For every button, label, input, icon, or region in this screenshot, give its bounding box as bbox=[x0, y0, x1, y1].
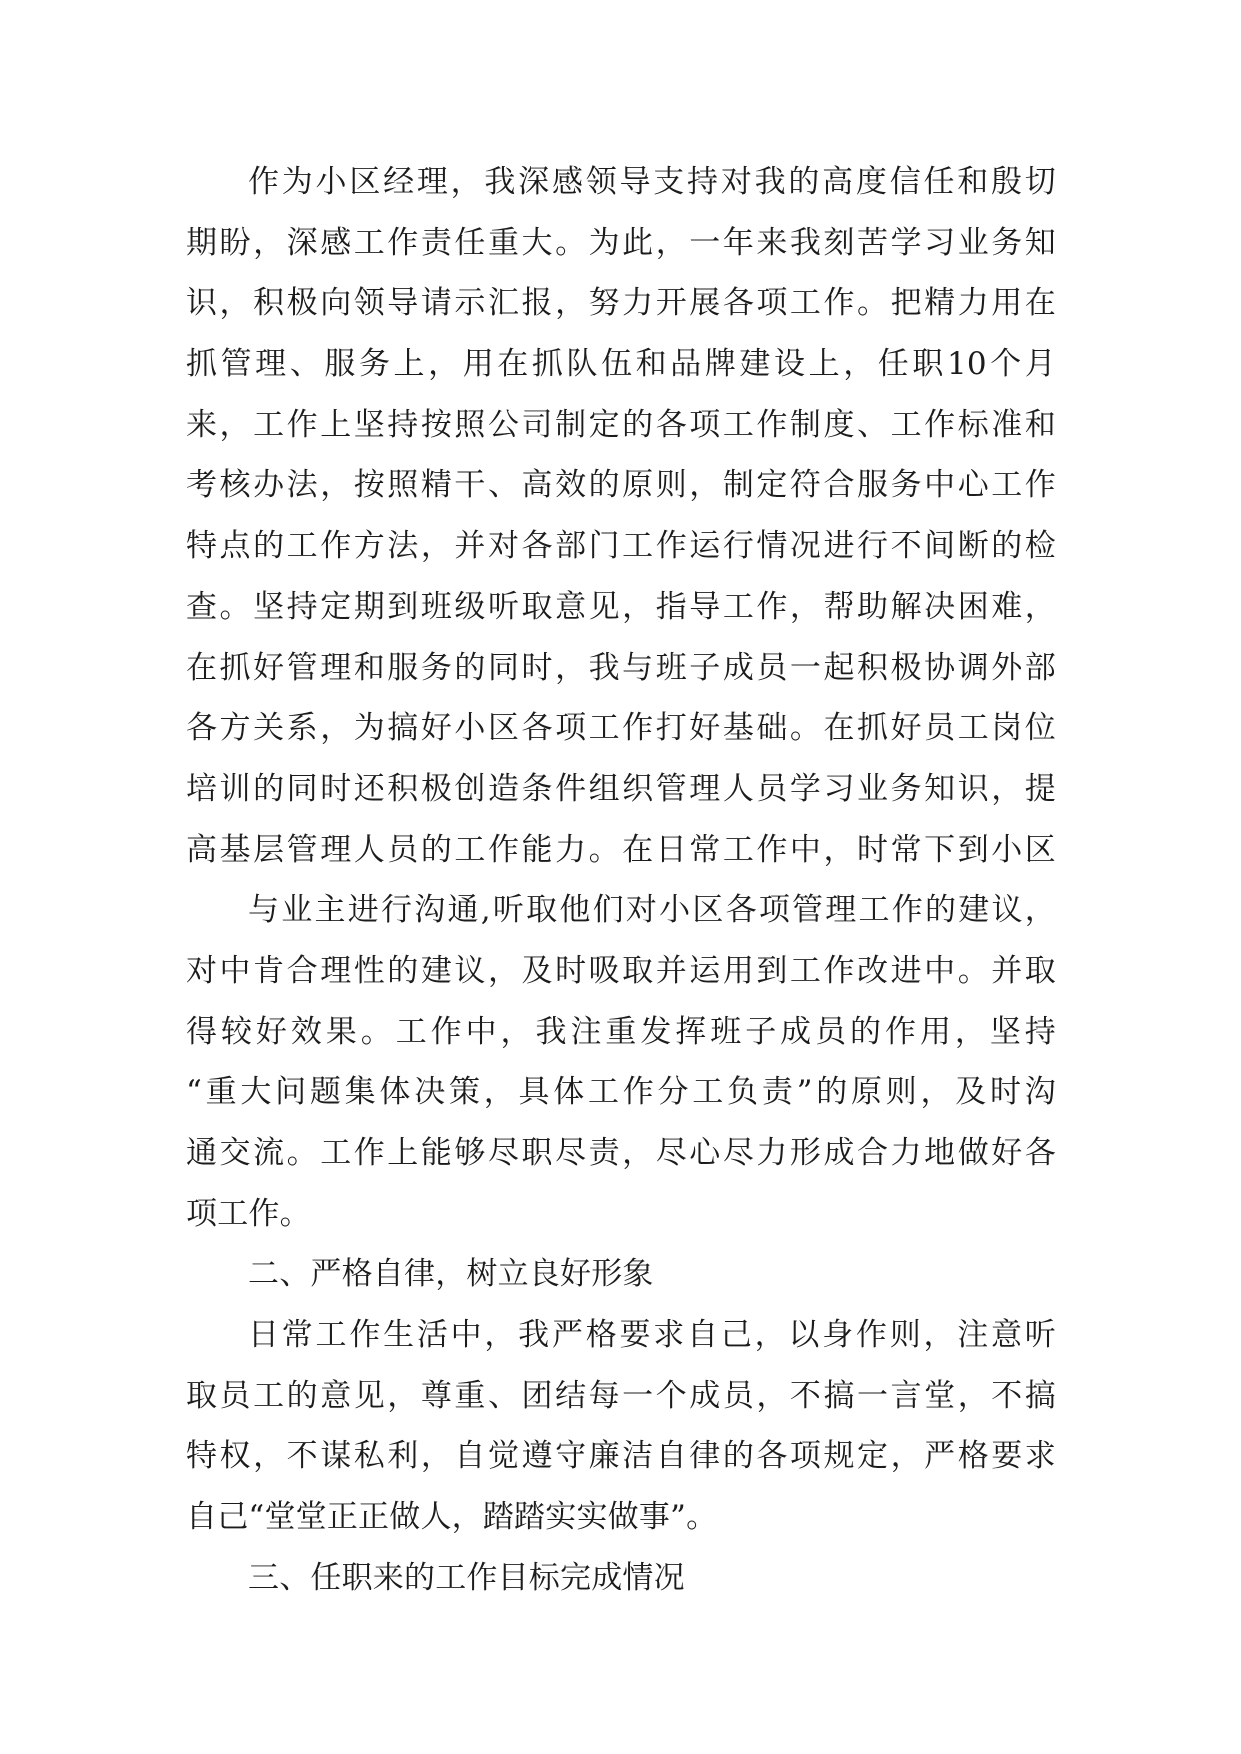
text-line: 取员工的意见，尊重、团结每一个成员，不搞一言堂，不搞 bbox=[186, 1377, 1056, 1414]
text-line: 考核办法，按照精干、高效的原则，制定符合服务中心工作 bbox=[186, 467, 1056, 504]
text-line: 在抓好管理和服务的同时，我与班子成员一起积极协调外部 bbox=[186, 649, 1056, 686]
text-line: “重大问题集体决策，具体工作分工负责”的原则，及时沟 bbox=[186, 1074, 1056, 1111]
text-line: 特权，不谋私利，自觉遵守廉洁自律的各项规定，严格要求 bbox=[186, 1438, 1056, 1475]
text-line: 通交流。工作上能够尽职尽责，尽心尽力形成合力地做好各 bbox=[186, 1135, 1056, 1171]
text-line: 项工作。 bbox=[186, 1195, 311, 1232]
text-line: 期盼，深感工作责任重大。为此，一年来我刻苦学习业务知 bbox=[186, 224, 1056, 261]
text-line: 二、严格自律，树立良好形象 bbox=[248, 1256, 654, 1293]
text-line: 识，积极向领导请示汇报，努力开展各项工作。把精力用在 bbox=[186, 285, 1056, 322]
text-line: 抓管理、服务上，用在抓队伍和品牌建设上，任职10个月 bbox=[186, 346, 1056, 383]
text-line: 来，工作上坚持按照公司制定的各项工作制度、工作标准和 bbox=[186, 406, 1056, 443]
text-line: 特点的工作方法，并对各部门工作运行情况进行不间断的检 bbox=[186, 528, 1056, 565]
text-line: 对中肯合理性的建议，及时吸取并运用到工作改进中。并取 bbox=[186, 952, 1056, 989]
document-body bbox=[186, 152, 1056, 1609]
text-line: 与业主进行沟通,听取他们对小区各项管理工作的建议， bbox=[248, 892, 1056, 929]
text-line: 作为小区经理，我深感领导支持对我的高度信任和殷切 bbox=[248, 164, 1056, 200]
text-line: 培训的同时还积极创造条件组织管理人员学习业务知识，提 bbox=[186, 770, 1056, 807]
text-line: 三、任职来的工作目标完成情况 bbox=[248, 1559, 685, 1596]
text-line: 查。坚持定期到班级听取意见，指导工作，帮助解决困难， bbox=[186, 588, 1056, 625]
text-line: 各方关系，为搞好小区各项工作打好基础。在抓好员工岗位 bbox=[186, 710, 1056, 747]
text-line: 日常工作生活中，我严格要求自己，以身作则，注意听 bbox=[248, 1317, 1056, 1354]
text-line: 自己“堂堂正正做人，踏踏实实做事”。 bbox=[186, 1499, 718, 1536]
text-line: 得较好效果。工作中，我注重发挥班子成员的作用，坚持 bbox=[186, 1013, 1056, 1050]
text-line: 高基层管理人员的工作能力。在日常工作中，时常下到小区 bbox=[186, 831, 1056, 868]
